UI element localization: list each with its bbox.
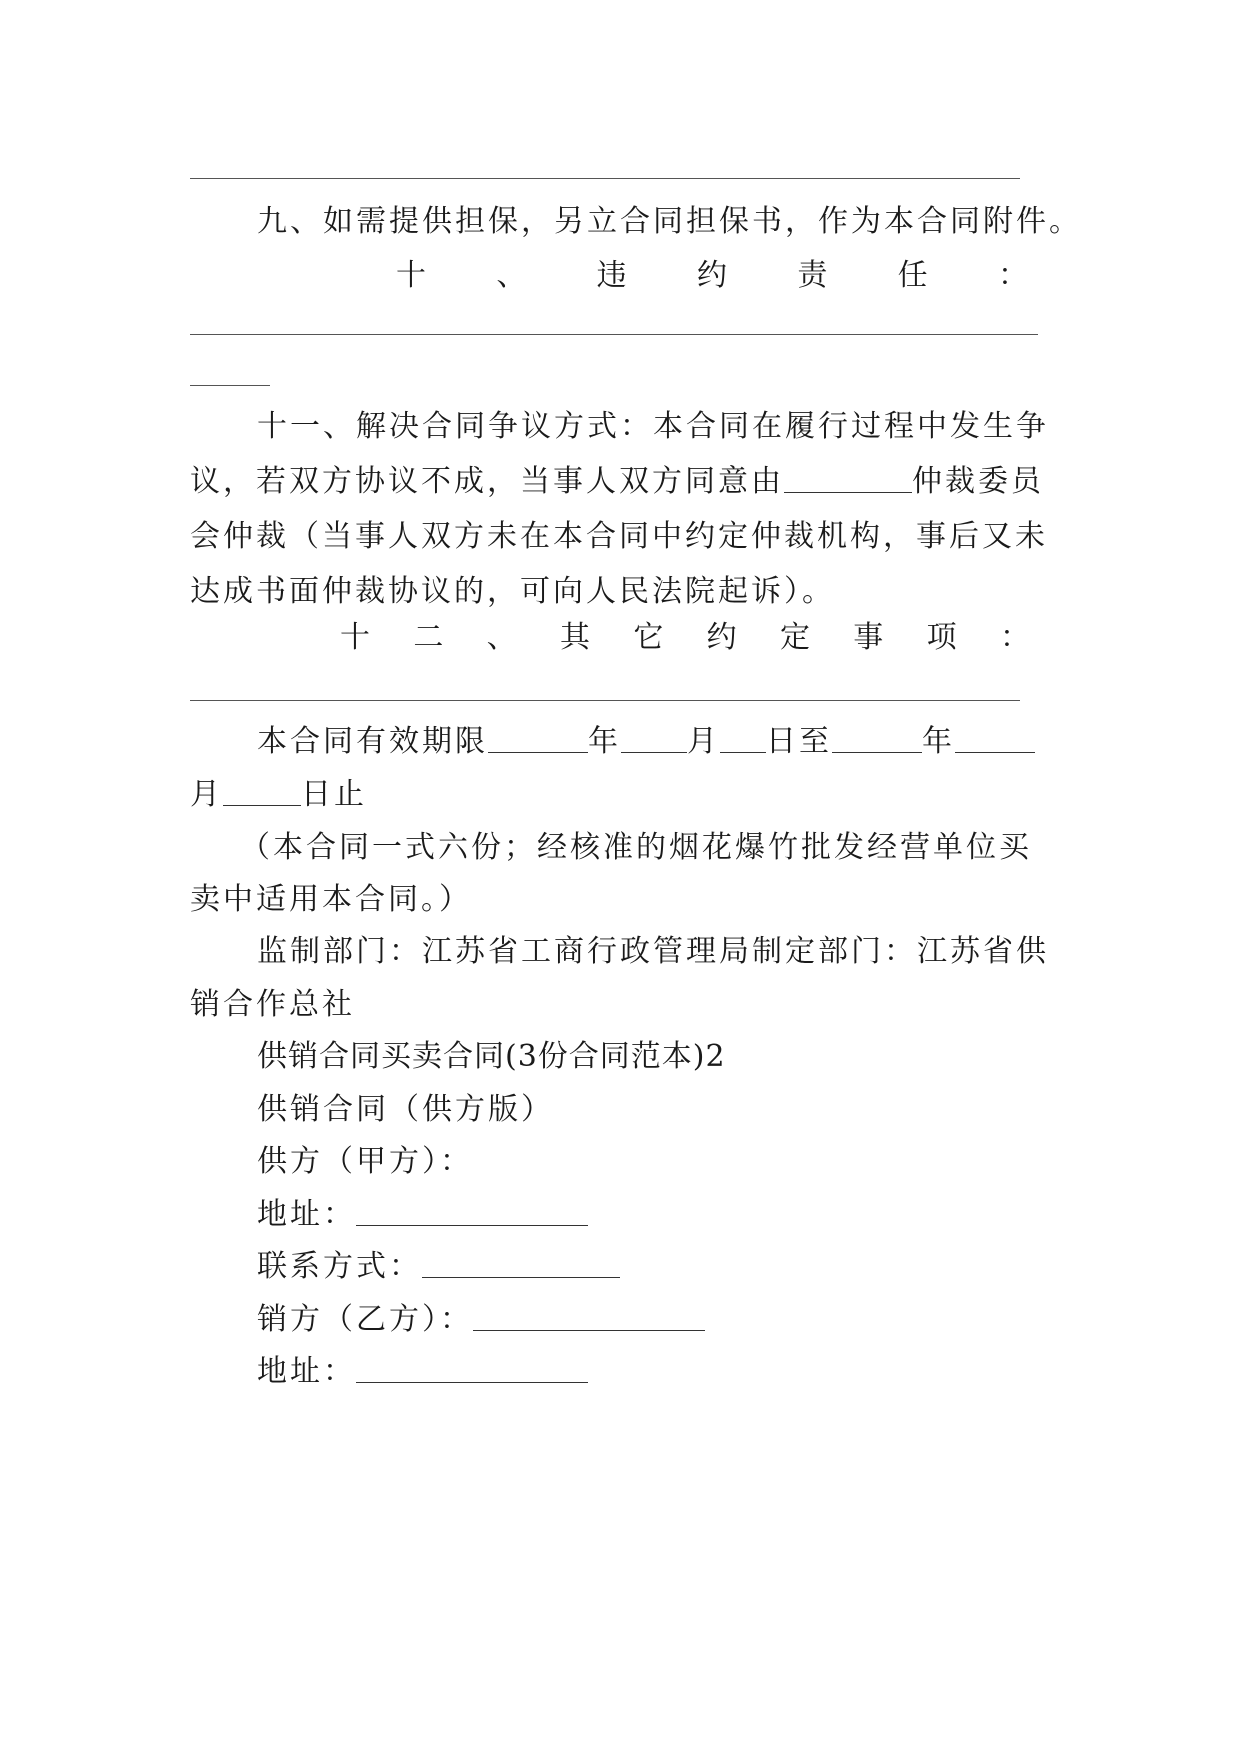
buyer-blank <box>473 1304 705 1331</box>
day-end-label: 日止 <box>301 777 367 812</box>
clause-11-line-4: 达成书面仲裁协议的，可向人民法院起诉）。 <box>190 574 835 609</box>
clause-10-char: 约 <box>696 258 727 293</box>
end-day-blank <box>223 779 301 806</box>
clause-12-char: 约 <box>706 620 737 655</box>
arbitration-blank <box>784 466 912 493</box>
validity-prefix: 本合同有效期限 <box>257 724 488 759</box>
supervision-line-2: 销合作总社 <box>190 987 355 1022</box>
year-label: 年 <box>588 724 621 759</box>
version-title: 供销合同（供方版） <box>257 1092 554 1127</box>
clause-10-char: 违 <box>596 258 627 293</box>
clause-11-line-2 <box>190 462 1044 502</box>
supervision-line-1: 监制部门：江苏省工商行政管理局制定部门：江苏省供 <box>257 934 1049 969</box>
note-line-2: 卖中适用本合同。） <box>190 882 472 917</box>
blank-line-top <box>190 178 1020 179</box>
clause-11-line-3: 会仲裁（当事人双方未在本合同中约定仲裁机构，事后又未 <box>190 519 1048 554</box>
clause-10-char: ： <box>997 258 1028 293</box>
clause-10-char: 十 <box>396 258 426 293</box>
supplier-address-row <box>257 1195 588 1235</box>
buyer-label: 销方（乙方）： <box>257 1302 473 1337</box>
clause-12-char: 事 <box>853 620 884 655</box>
clause-10-char: 责 <box>797 258 828 293</box>
contact-blank <box>422 1251 620 1278</box>
clause-12-heading <box>340 618 1030 658</box>
clause-11-line-1: 十一、解决合同争议方式：本合同在履行过程中发生争 <box>257 409 1049 444</box>
clause-12-char: 二 <box>413 620 444 655</box>
clause-12-char: 项 <box>926 620 957 655</box>
second-contract-title: 供销合同买卖合同(3份合同范本)2 <box>257 1039 726 1074</box>
validity-line-2 <box>190 775 367 815</box>
address-label-2: 地址： <box>257 1354 356 1389</box>
clause-12-char: 它 <box>633 620 664 655</box>
clause-11-text: 议，若双方协议不成，当事人双方同意由 <box>190 464 784 499</box>
end-month-blank <box>955 726 1035 753</box>
clause-12-char: 定 <box>779 620 810 655</box>
end-year-blank <box>832 726 922 753</box>
note-line-1: （本合同一式六份；经核准的烟花爆竹批发经营单位买 <box>240 830 1032 865</box>
contact-label: 联系方式： <box>257 1249 422 1284</box>
clause-12-char: 其 <box>559 620 590 655</box>
clause-10-char: 任 <box>897 258 928 293</box>
buyer-row <box>257 1300 705 1340</box>
buyer-address-blank <box>356 1356 588 1383</box>
month-label: 月 <box>687 724 720 759</box>
clause-10-heading <box>396 256 1028 296</box>
blank-line-clause-10 <box>190 334 1038 335</box>
clause-12-char: ： <box>999 620 1030 655</box>
year-label-2: 年 <box>922 724 955 759</box>
start-year-blank <box>488 726 588 753</box>
clause-10-char: 、 <box>496 258 527 293</box>
blank-line-clause-12 <box>190 700 1020 701</box>
supplier-address-blank <box>356 1199 588 1226</box>
start-month-blank <box>621 726 687 753</box>
clause-12-char: 、 <box>486 620 517 655</box>
month-label-2: 月 <box>190 777 223 812</box>
supplier-label: 供方（甲方）： <box>257 1144 473 1179</box>
start-day-blank <box>720 726 766 753</box>
blank-line-clause-10-cont <box>190 385 270 386</box>
contact-row <box>257 1247 620 1287</box>
clause-9: 九、如需提供担保，另立合同担保书，作为本合同附件。 <box>257 204 1082 239</box>
clause-11-text-cont: 仲裁委员 <box>912 464 1044 499</box>
buyer-address-row <box>257 1352 588 1392</box>
clause-12-char: 十 <box>340 620 370 655</box>
address-label: 地址： <box>257 1197 356 1232</box>
day-to-label: 日至 <box>766 724 832 759</box>
validity-line-1 <box>257 722 1035 762</box>
